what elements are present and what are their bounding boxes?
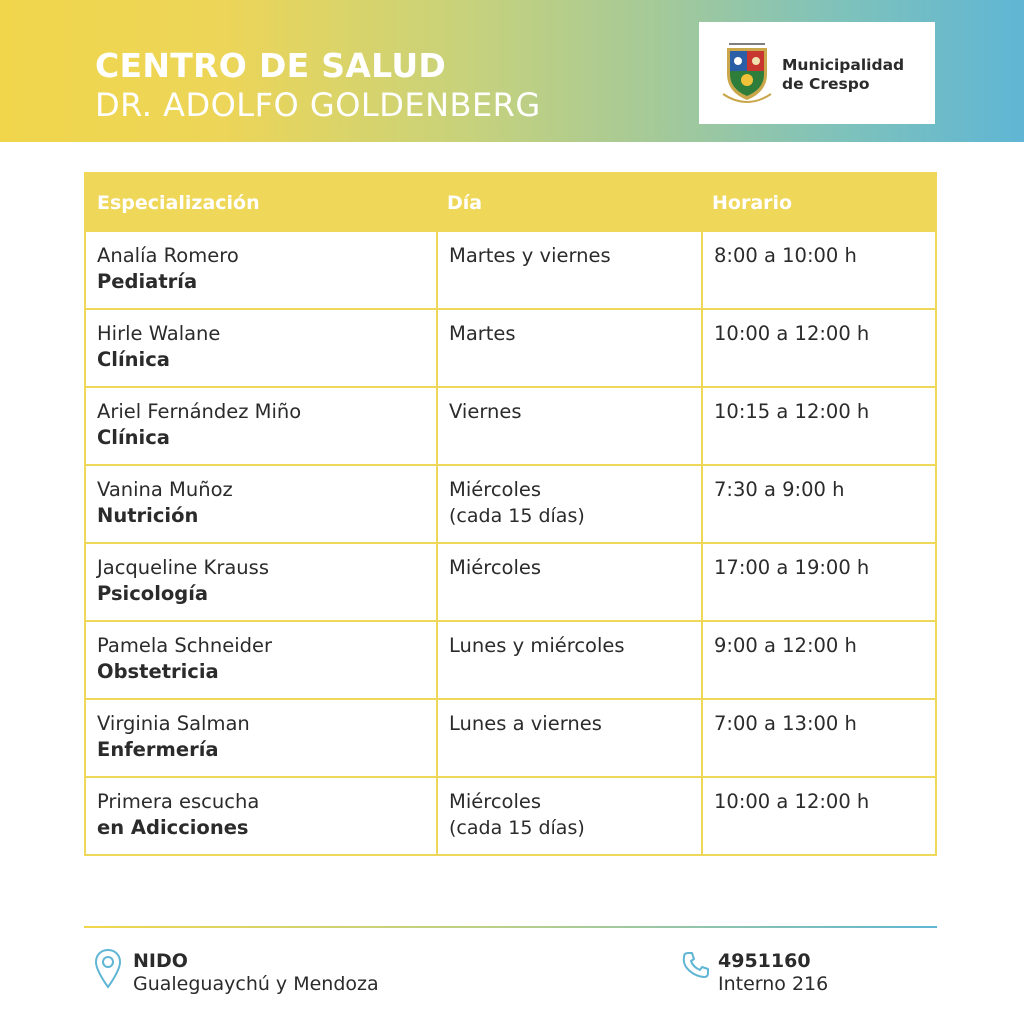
table-row <box>86 230 935 308</box>
hours-value: 10:00 a 12:00 h <box>714 322 870 345</box>
specialist-cell <box>86 544 436 620</box>
schedule-table <box>84 172 937 856</box>
location-address: Gualeguaychú y Mendoza <box>133 973 379 995</box>
hours-cell <box>701 622 935 698</box>
table-row <box>86 620 935 698</box>
table-row <box>86 308 935 386</box>
specialty-label: Psicología <box>97 582 209 605</box>
column-header-hours: Horario <box>712 192 793 214</box>
specialty-label: Clínica <box>97 348 170 371</box>
day-value: Martes <box>449 322 516 345</box>
table-row <box>86 542 935 620</box>
table-row <box>86 776 935 854</box>
municipal-crest-icon <box>721 40 773 106</box>
specialist-name: Analía Romero <box>97 244 239 267</box>
page-title: CENTRO DE SALUD <box>95 46 447 85</box>
day-note: (cada 15 días) <box>449 817 585 839</box>
hours-value: 17:00 a 19:00 h <box>714 556 870 579</box>
hours-cell <box>701 388 935 464</box>
hours-value: 10:00 a 12:00 h <box>714 790 870 813</box>
phone-number: 4951160 <box>718 950 811 972</box>
specialist-cell <box>86 310 436 386</box>
page-subtitle: DR. ADOLFO GOLDENBERG <box>95 86 541 124</box>
hours-value: 8:00 a 10:00 h <box>714 244 857 267</box>
day-cell <box>436 700 701 776</box>
specialty-label: Clínica <box>97 426 170 449</box>
specialty-label: Pediatría <box>97 270 198 293</box>
table-row <box>86 698 935 776</box>
day-cell <box>436 778 701 854</box>
specialty-label: en Adicciones <box>97 816 249 839</box>
phone-icon <box>681 950 711 980</box>
specialty-label: Obstetricia <box>97 660 219 683</box>
day-cell <box>436 310 701 386</box>
municipality-logo <box>699 22 935 124</box>
hours-cell <box>701 466 935 542</box>
day-value: Miércoles <box>449 478 542 501</box>
hours-cell <box>701 700 935 776</box>
table-header <box>86 174 935 230</box>
specialist-cell <box>86 388 436 464</box>
day-value: Miércoles <box>449 556 542 579</box>
specialty-label: Nutrición <box>97 504 199 527</box>
municipality-name: Municipalidad de Crespo <box>782 56 905 93</box>
footer-divider <box>84 926 937 928</box>
specialist-cell <box>86 232 436 308</box>
day-value: Lunes y miércoles <box>449 634 625 657</box>
day-cell <box>436 544 701 620</box>
specialist-cell <box>86 622 436 698</box>
specialist-name: Vanina Muñoz <box>97 478 233 501</box>
hours-value: 7:00 a 13:00 h <box>714 712 857 735</box>
day-note: (cada 15 días) <box>449 505 585 527</box>
day-value: Viernes <box>449 400 522 423</box>
column-header-day: Día <box>447 192 483 214</box>
specialist-cell <box>86 778 436 854</box>
location-name: NIDO <box>133 950 188 972</box>
column-header-specialization: Especialización <box>97 192 260 214</box>
day-value: Lunes a viernes <box>449 712 602 735</box>
day-cell <box>436 232 701 308</box>
location-pin-icon <box>93 948 123 990</box>
table-row <box>86 464 935 542</box>
day-cell <box>436 388 701 464</box>
hours-cell <box>701 778 935 854</box>
day-cell <box>436 622 701 698</box>
day-cell <box>436 466 701 542</box>
day-value: Martes y viernes <box>449 244 611 267</box>
hours-cell <box>701 232 935 308</box>
specialty-label: Enfermería <box>97 738 219 761</box>
specialist-cell <box>86 700 436 776</box>
hours-cell <box>701 544 935 620</box>
specialist-name: Pamela Schneider <box>97 634 273 657</box>
specialist-name: Primera escucha <box>97 790 260 813</box>
specialist-cell <box>86 466 436 542</box>
header-banner <box>0 0 1024 142</box>
specialist-name: Virginia Salman <box>97 712 250 735</box>
hours-value: 7:30 a 9:00 h <box>714 478 845 501</box>
phone-extension: Interno 216 <box>718 973 829 995</box>
specialist-name: Jacqueline Krauss <box>97 556 269 579</box>
table-row <box>86 386 935 464</box>
hours-value: 10:15 a 12:00 h <box>714 400 870 423</box>
hours-cell <box>701 310 935 386</box>
specialist-name: Ariel Fernández Miño <box>97 400 302 423</box>
day-value: Miércoles <box>449 790 542 813</box>
specialist-name: Hirle Walane <box>97 322 221 345</box>
hours-value: 9:00 a 12:00 h <box>714 634 857 657</box>
